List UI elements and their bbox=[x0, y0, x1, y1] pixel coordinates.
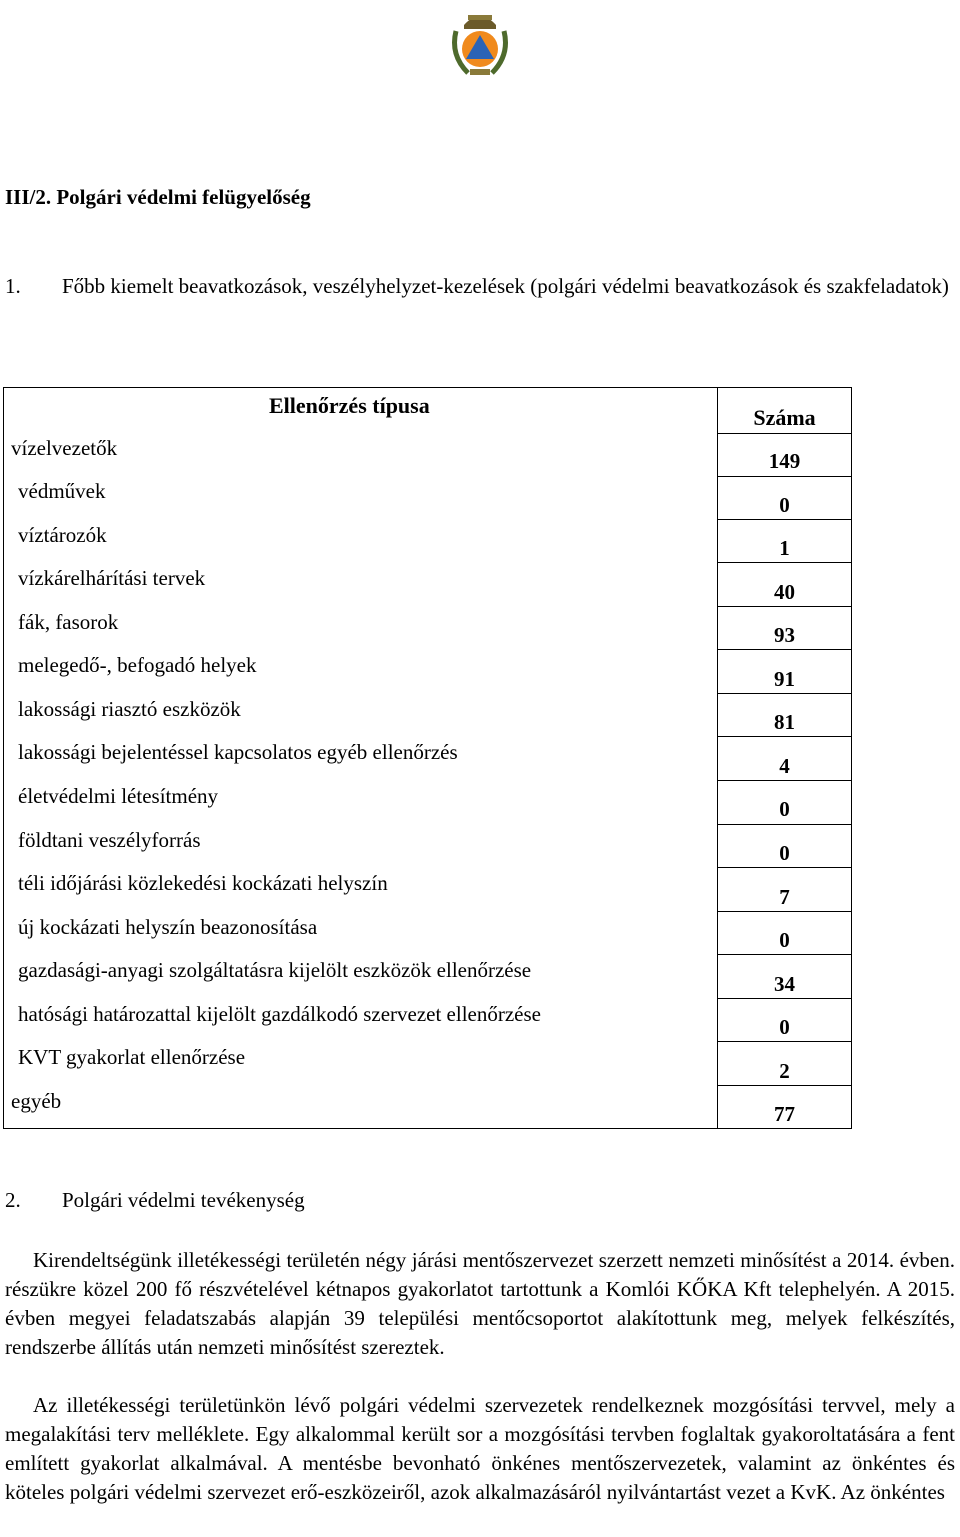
row-divider bbox=[718, 954, 851, 955]
table-row-value: 7 bbox=[779, 885, 790, 909]
table-row-label: földtani veszélyforrás bbox=[18, 828, 201, 852]
table-row-value: 34 bbox=[774, 972, 795, 996]
row-divider bbox=[718, 736, 851, 737]
table-row-value: 81 bbox=[774, 710, 795, 734]
table-row-label: vízkárelhárítási tervek bbox=[18, 566, 206, 590]
table-row-label: téli időjárási közlekedési kockázati helyszín bbox=[18, 871, 388, 895]
table-row-value: 0 bbox=[779, 797, 790, 821]
list-item-text: Főbb kiemelt beavatkozások, veszélyhelyzet-kezelések (polgári védelmi beavatkozások és szakfeladatok) bbox=[62, 274, 949, 298]
row-divider bbox=[718, 1085, 851, 1086]
table-row-label: fák, fasorok bbox=[18, 610, 119, 634]
table-row-value: 4 bbox=[779, 754, 790, 778]
table-row-value: 0 bbox=[779, 841, 790, 865]
section-heading: III/2. Polgári védelmi felügyelőség bbox=[5, 185, 311, 209]
table-row-label: KVT gyakorlat ellenőrzése bbox=[18, 1045, 246, 1069]
row-divider bbox=[718, 693, 851, 694]
column-header-count: Száma bbox=[753, 405, 816, 430]
row-divider bbox=[718, 476, 851, 477]
table-row-value: 1 bbox=[779, 536, 790, 560]
table-row-label: melegedő-, befogadó helyek bbox=[18, 653, 257, 677]
table-row-value: 2 bbox=[779, 1059, 790, 1083]
table-row-value: 77 bbox=[774, 1102, 795, 1126]
row-divider bbox=[718, 911, 851, 912]
table-row-value: 93 bbox=[774, 623, 795, 647]
table-row-value: 40 bbox=[774, 580, 795, 604]
table-row-value: 0 bbox=[779, 1015, 790, 1039]
row-divider bbox=[718, 433, 851, 434]
table-row-label: hatósági határozattal kijelölt gazdálkodó szervezet ellenőrzése bbox=[18, 1002, 542, 1026]
table-row-value: 0 bbox=[779, 493, 790, 517]
row-divider bbox=[718, 780, 851, 781]
table-row-label: új kockázati helyszín beazonosítása bbox=[18, 915, 318, 939]
row-divider bbox=[718, 998, 851, 999]
table-row-label: lakossági riasztó eszközök bbox=[18, 697, 241, 721]
row-divider bbox=[718, 519, 851, 520]
list-item-number: 1. bbox=[5, 274, 21, 298]
table-row-label: vízelvezetők bbox=[11, 436, 118, 460]
list-item-text: Polgári védelmi tevékenység bbox=[62, 1188, 305, 1212]
civil-protection-emblem-icon bbox=[446, 5, 514, 79]
inspection-type-column bbox=[4, 388, 718, 1129]
paragraph bbox=[5, 1246, 955, 1362]
list-item-number: 2. bbox=[5, 1188, 21, 1212]
table-row-label: gazdasági-anyagi szolgáltatásra kijelölt eszközök ellenőrzése bbox=[18, 958, 532, 982]
list-item-1 bbox=[5, 272, 955, 301]
table-row-value: 91 bbox=[774, 667, 795, 691]
row-divider bbox=[718, 867, 851, 868]
row-divider bbox=[718, 824, 851, 825]
column-header-type: Ellenőrzés típusa bbox=[269, 393, 430, 418]
paragraph-text: Az illetékességi területünkön lévő polgári védelmi szervezetek rendelkeznek mozgósítási tervvel, mely a megalakítási terv melléklete. Egy alkalommal került sor a mozgósítási tervben foglaltak gyakoroltatására a fent említett gyakorlat alkalmával. A mentésbe bevonható önkénes mentőszervezetek, valamint az önkéntes és köteles polgári védelmi szervezet erő-eszközeiről, azok alkalmazásáról nyilvántartást vezet a KvK. Az önkéntes bbox=[5, 1393, 955, 1504]
table-row-label: víztározók bbox=[18, 523, 107, 547]
row-divider bbox=[718, 606, 851, 607]
table-row-value: 149 bbox=[768, 449, 801, 473]
table-row-label: életvédelmi létesítmény bbox=[18, 784, 219, 808]
count-column bbox=[718, 388, 852, 1129]
table-row-value: 0 bbox=[779, 928, 790, 952]
table-row-label: egyéb bbox=[11, 1089, 62, 1113]
paragraph-text: Kirendeltségünk illetékességi területén négy járási mentőszervezet szerzett nemzeti minősítést a 2014. évben. részükre közel 200 fő részvételével kétnapos gyakorlatot tartottunk a Komlói KŐKA Kft telephelyén. A 2015. évben megyei feladatszabás alapján 39 települési mentőcsoportot alakítottunk meg, melyek felkészítés, rendszerbe állítás után nemzeti minősítést szereztek. bbox=[5, 1248, 955, 1359]
row-divider bbox=[718, 649, 851, 650]
table-row-label: lakossági bejelentéssel kapcsolatos egyéb ellenőrzés bbox=[18, 740, 458, 764]
table-row-label: védművek bbox=[18, 479, 106, 503]
inspection-table bbox=[3, 387, 852, 1129]
paragraph bbox=[5, 1391, 955, 1507]
row-divider bbox=[718, 1041, 851, 1042]
list-item-2 bbox=[5, 1188, 305, 1213]
row-divider bbox=[718, 562, 851, 563]
